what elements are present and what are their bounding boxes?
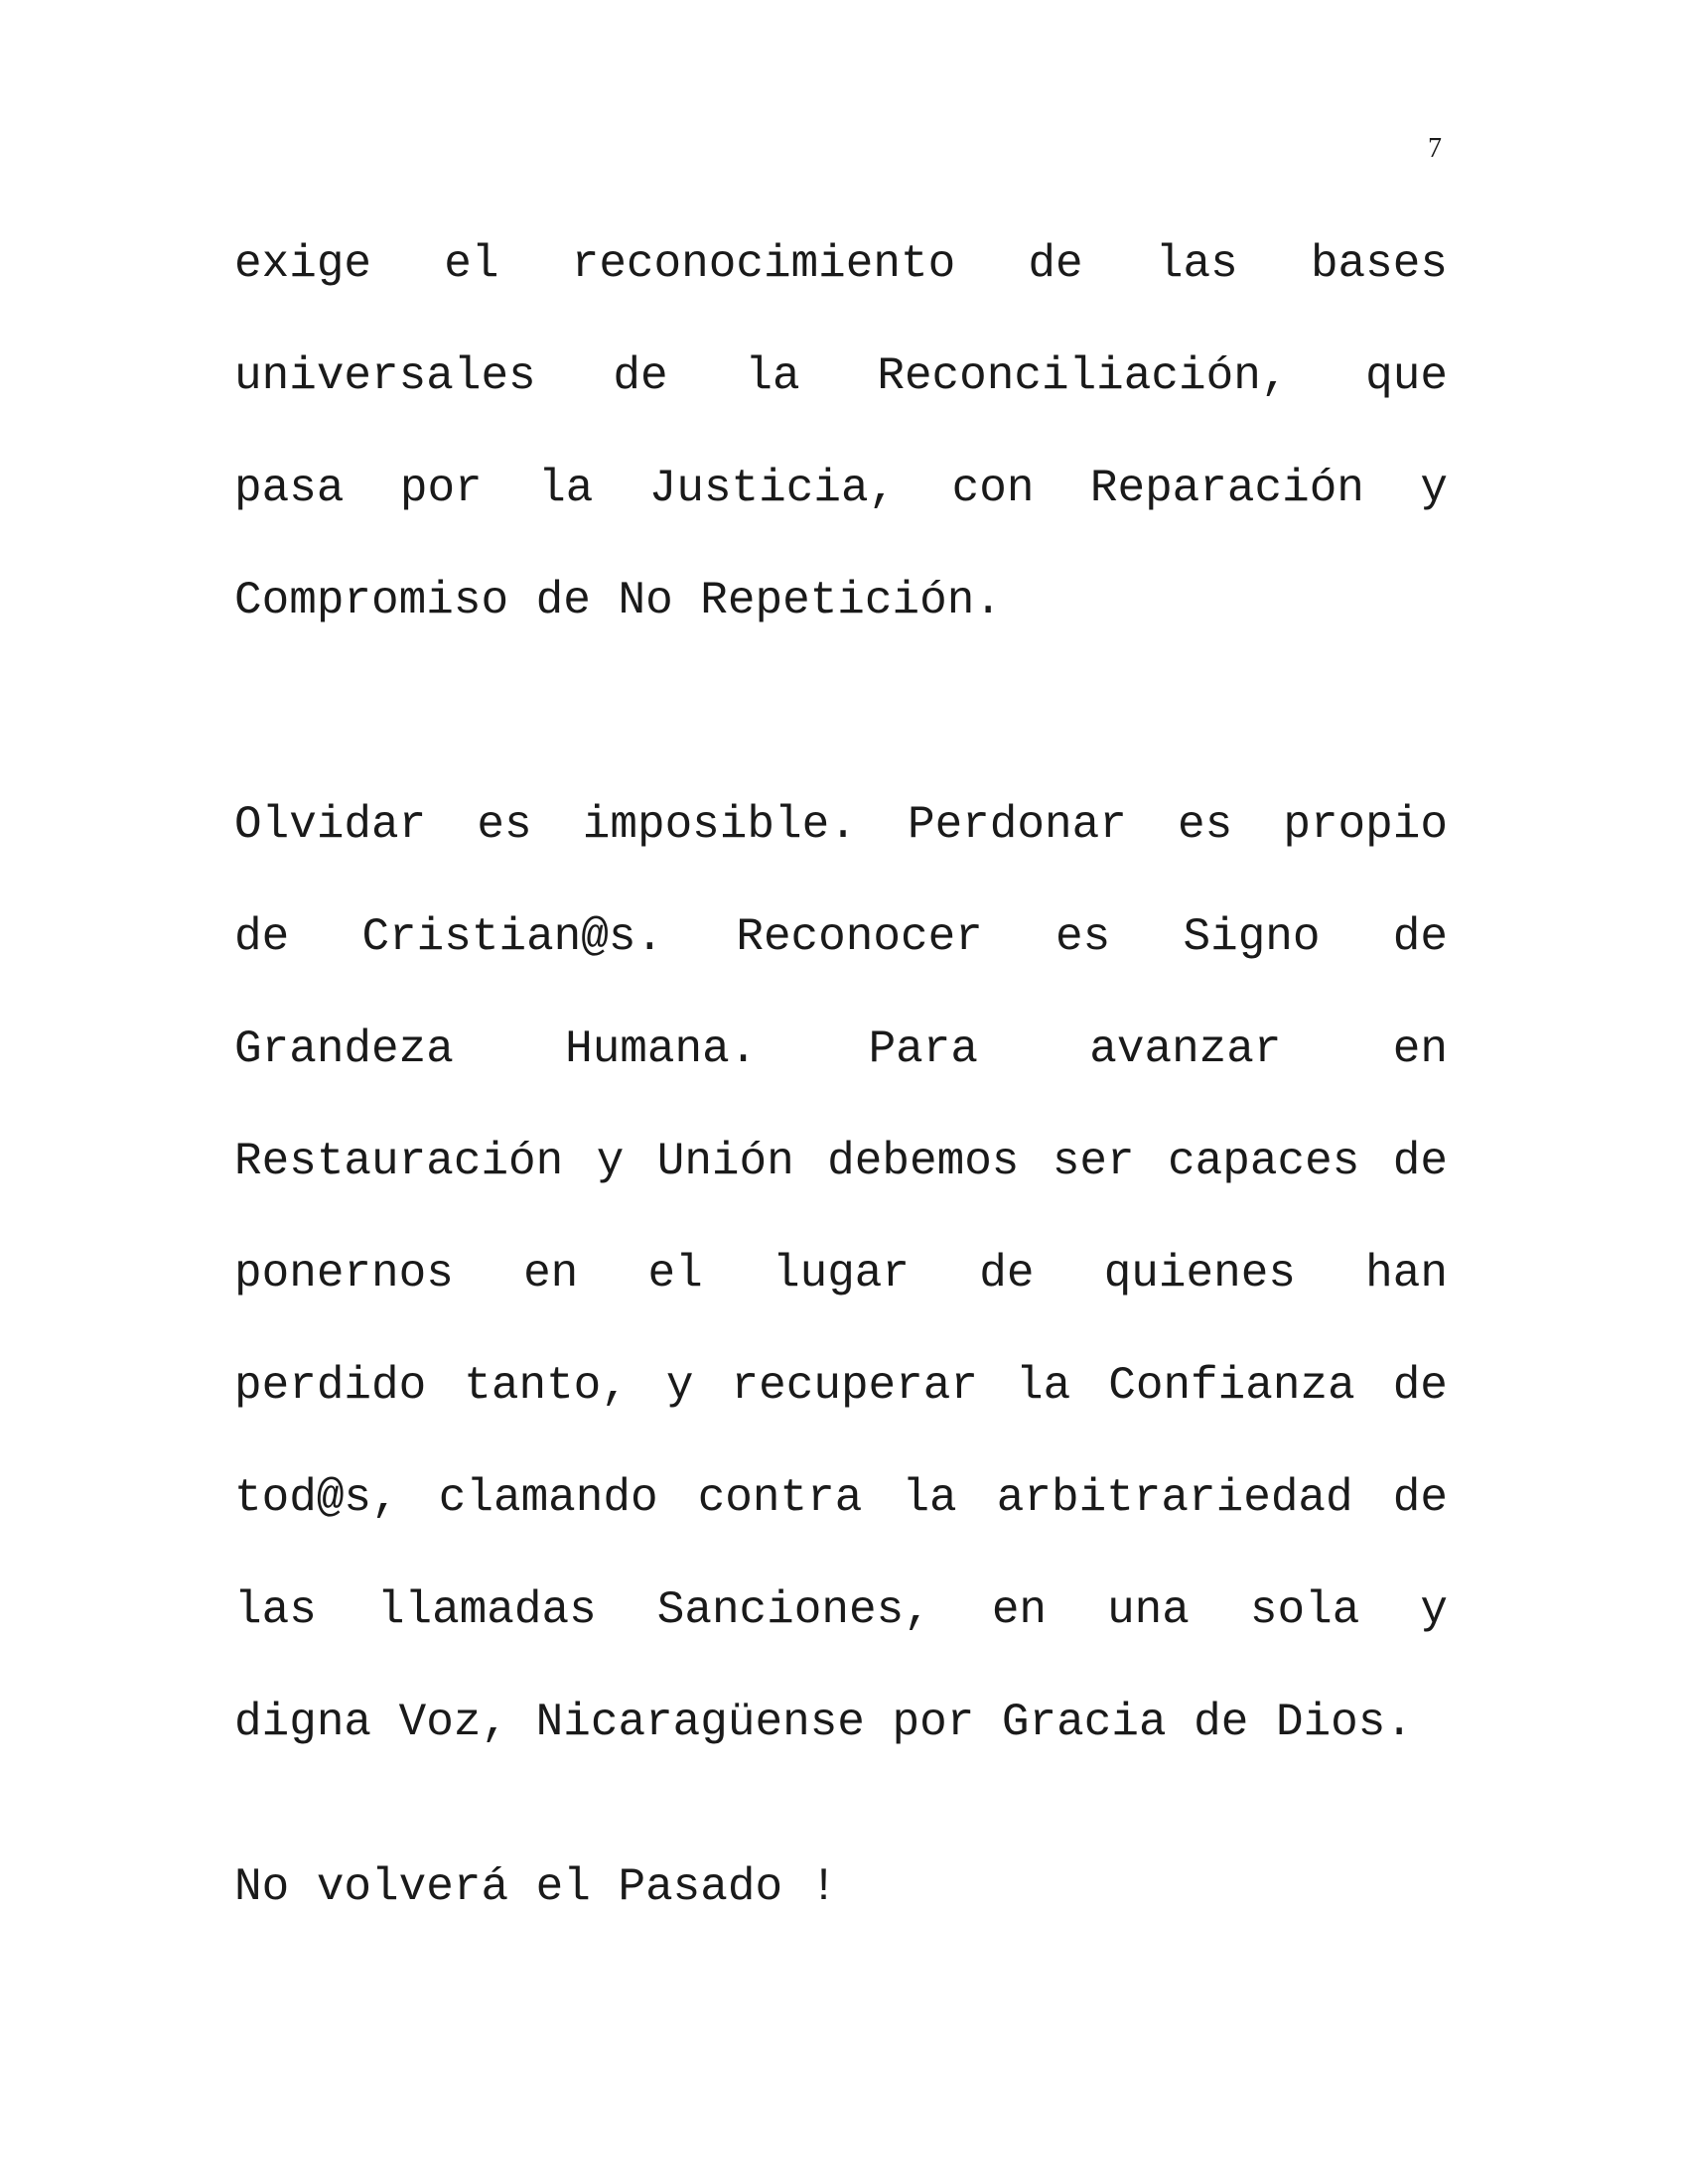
- word: Reconciliación,: [877, 350, 1289, 402]
- word: la: [902, 1472, 957, 1524]
- word: Olvidar: [234, 799, 427, 851]
- word: es: [1177, 799, 1233, 851]
- line-text: [234, 994, 1448, 1106]
- paragraph-line: [234, 1330, 1448, 1442]
- word: Humana.: [565, 1024, 758, 1075]
- word: contra: [697, 1472, 863, 1524]
- word: Restauración: [234, 1136, 564, 1187]
- paragraph-line: [234, 994, 1448, 1106]
- page-number: 7: [1428, 133, 1442, 164]
- line-text: [234, 433, 1448, 545]
- word: la: [745, 350, 800, 402]
- word: de: [1392, 1136, 1448, 1187]
- word: universales: [234, 350, 536, 402]
- paragraph-line: [234, 321, 1448, 433]
- word: Perdonar: [907, 799, 1127, 851]
- paragraph-line: [234, 769, 1448, 882]
- word: las: [234, 1584, 317, 1636]
- word: de: [613, 350, 668, 402]
- word: es: [477, 799, 532, 851]
- word: exige: [234, 238, 372, 290]
- line-text: digna Voz, Nicaragüense por Gracia de Dios.: [234, 1697, 1413, 1748]
- word: las: [1155, 238, 1238, 290]
- word: tanto,: [464, 1360, 629, 1412]
- word: de: [1392, 1472, 1448, 1524]
- word: perdido: [234, 1360, 427, 1412]
- line-text: [234, 769, 1448, 882]
- line-text: [234, 882, 1448, 994]
- word: han: [1365, 1248, 1448, 1299]
- word: el: [647, 1248, 703, 1299]
- word: Justicia,: [648, 463, 897, 514]
- line-text: Compromiso de No Repetición.: [234, 575, 1002, 626]
- word: ser: [1052, 1136, 1135, 1187]
- word: Sanciones,: [656, 1584, 931, 1636]
- paragraph-line: [234, 1442, 1448, 1555]
- word: capaces: [1168, 1136, 1360, 1187]
- word: avanzar: [1089, 1024, 1282, 1075]
- word: propio: [1283, 799, 1448, 851]
- word: Reparación: [1089, 463, 1364, 514]
- word: Unión: [656, 1136, 794, 1187]
- word: debemos: [827, 1136, 1020, 1187]
- closing-line: [234, 1832, 1448, 1944]
- word: imposible.: [582, 799, 857, 851]
- word: que: [1365, 350, 1448, 402]
- word: llamadas: [376, 1584, 597, 1636]
- paragraph-line: [234, 433, 1448, 545]
- word: la: [538, 463, 594, 514]
- word: una: [1107, 1584, 1190, 1636]
- line-text: [234, 1218, 1448, 1330]
- word: la: [1016, 1360, 1071, 1412]
- word: de: [1028, 238, 1083, 290]
- word: y: [1420, 463, 1448, 514]
- word: lugar: [772, 1248, 911, 1299]
- word: el: [444, 238, 499, 290]
- word: y: [596, 1136, 625, 1187]
- word: con: [951, 463, 1035, 514]
- paragraph-line: [234, 1106, 1448, 1218]
- word: Reconocer: [736, 911, 983, 963]
- word: y: [1420, 1584, 1448, 1636]
- word: tod@s,: [234, 1472, 399, 1524]
- word: quienes: [1103, 1248, 1296, 1299]
- word: en: [523, 1248, 579, 1299]
- word: en: [1392, 1024, 1448, 1075]
- paragraph-line: [234, 1218, 1448, 1330]
- word: sola: [1249, 1584, 1360, 1636]
- word: por: [399, 463, 483, 514]
- word: en: [991, 1584, 1048, 1636]
- word: de: [979, 1248, 1035, 1299]
- word: y: [665, 1360, 694, 1412]
- word: recuperar: [731, 1360, 978, 1412]
- paragraph-line: [234, 1667, 1448, 1779]
- word: Confianza: [1108, 1360, 1355, 1412]
- word: ponernos: [234, 1248, 454, 1299]
- word: de: [234, 911, 290, 963]
- word: arbitrariedad: [996, 1472, 1353, 1524]
- paragraph-line: [234, 1555, 1448, 1667]
- line-text: [234, 1442, 1448, 1555]
- word: es: [1055, 911, 1111, 963]
- word: Grandeza: [234, 1024, 454, 1075]
- word: de: [1392, 911, 1448, 963]
- word: Signo: [1183, 911, 1321, 963]
- paragraph-3: [234, 1832, 1448, 1944]
- line-text: No volverá el Pasado !: [234, 1861, 838, 1913]
- word: de: [1392, 1360, 1448, 1412]
- word: reconocimiento: [571, 238, 956, 290]
- paragraph-2: [234, 769, 1448, 1779]
- paragraph-line: [234, 545, 1448, 657]
- line-text: [234, 208, 1448, 321]
- word: Para: [868, 1024, 978, 1075]
- paragraph-line: [234, 208, 1448, 321]
- word: clamando: [438, 1472, 658, 1524]
- line-text: [234, 1330, 1448, 1442]
- word: pasa: [234, 463, 345, 514]
- line-text: [234, 1106, 1448, 1218]
- line-text: [234, 1555, 1448, 1667]
- paragraph-line: [234, 882, 1448, 994]
- paragraph-1: [234, 208, 1448, 657]
- line-text: [234, 321, 1448, 433]
- word: Cristian@s.: [361, 911, 664, 963]
- word: bases: [1310, 238, 1448, 290]
